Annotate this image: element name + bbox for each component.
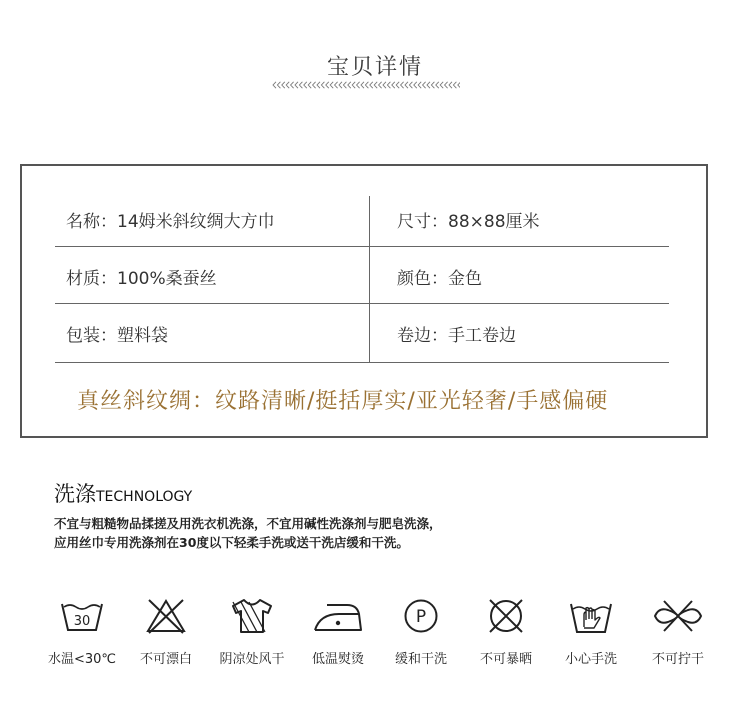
- column-divider: [369, 196, 370, 362]
- care-label: 不可漂白: [139, 652, 192, 667]
- care-label: 缓和干洗: [394, 652, 447, 667]
- row-divider: [55, 362, 669, 363]
- row-divider: [55, 246, 669, 247]
- page-title: 宝贝详情: [326, 55, 423, 80]
- dry-clean-letter: P: [415, 607, 427, 627]
- washing-title: [54, 478, 192, 508]
- care-item-dry-clean: [376, 596, 466, 667]
- no-wring-icon: [651, 596, 705, 636]
- feature-line: 真丝斜纹绸：纹路清晰/挺括厚实/亚光轻奢/手感偏硬: [77, 389, 609, 414]
- row-divider: [55, 303, 669, 304]
- shade-dry-icon: [227, 596, 277, 636]
- spec-material: 材质：100%桑蚕丝: [66, 269, 217, 289]
- wash-30-icon: [57, 596, 107, 636]
- care-label: 小心手洗: [564, 652, 617, 667]
- spec-size: 尺寸：88×88厘米: [397, 212, 540, 232]
- no-bleach-icon: [141, 596, 191, 636]
- care-label: 不可暴晒: [479, 652, 532, 667]
- care-item-low-iron: [293, 596, 383, 667]
- washing-instruction-1: 不宜与粗糙物品揉搓及用洗衣机洗涤，不宜用碱性洗涤剂与肥皂洗涤，: [54, 516, 442, 531]
- spec-hem: 卷边：手工卷边: [397, 326, 516, 346]
- spec-table: [20, 164, 708, 438]
- dry-clean-p-icon: [396, 596, 446, 636]
- care-item-shade-dry: [207, 596, 297, 667]
- care-item-hand-wash: [546, 596, 636, 667]
- no-sun-icon: [481, 596, 531, 636]
- chevron-divider: [272, 81, 460, 89]
- low-iron-icon: [311, 596, 365, 636]
- care-label: 阴凉处风干: [219, 652, 285, 667]
- washing-title-cn: 洗涤: [54, 482, 96, 506]
- washing-title-en: TECHNOLOGY: [96, 489, 193, 505]
- washing-instruction-2: 应用丝巾专用洗涤剂在30度以下轻柔手洗或送干洗店缓和干洗。: [54, 535, 409, 550]
- wash-temp-text: 30: [73, 614, 91, 629]
- care-item-no-sun: [461, 596, 551, 667]
- spec-color: 颜色：金色: [397, 269, 482, 289]
- care-item-no-wring: [633, 596, 723, 667]
- spec-name: 名称：14姆米斜纹绸大方巾: [66, 212, 275, 232]
- care-item-no-bleach: [121, 596, 211, 667]
- hand-wash-icon: [566, 596, 616, 636]
- care-label: 低温熨烫: [311, 652, 364, 667]
- spec-package: 包装：塑料袋: [66, 326, 168, 346]
- care-item-wash-30: [37, 596, 127, 667]
- care-label: 水温<30℃: [47, 652, 117, 667]
- care-label: 不可拧干: [651, 652, 704, 667]
